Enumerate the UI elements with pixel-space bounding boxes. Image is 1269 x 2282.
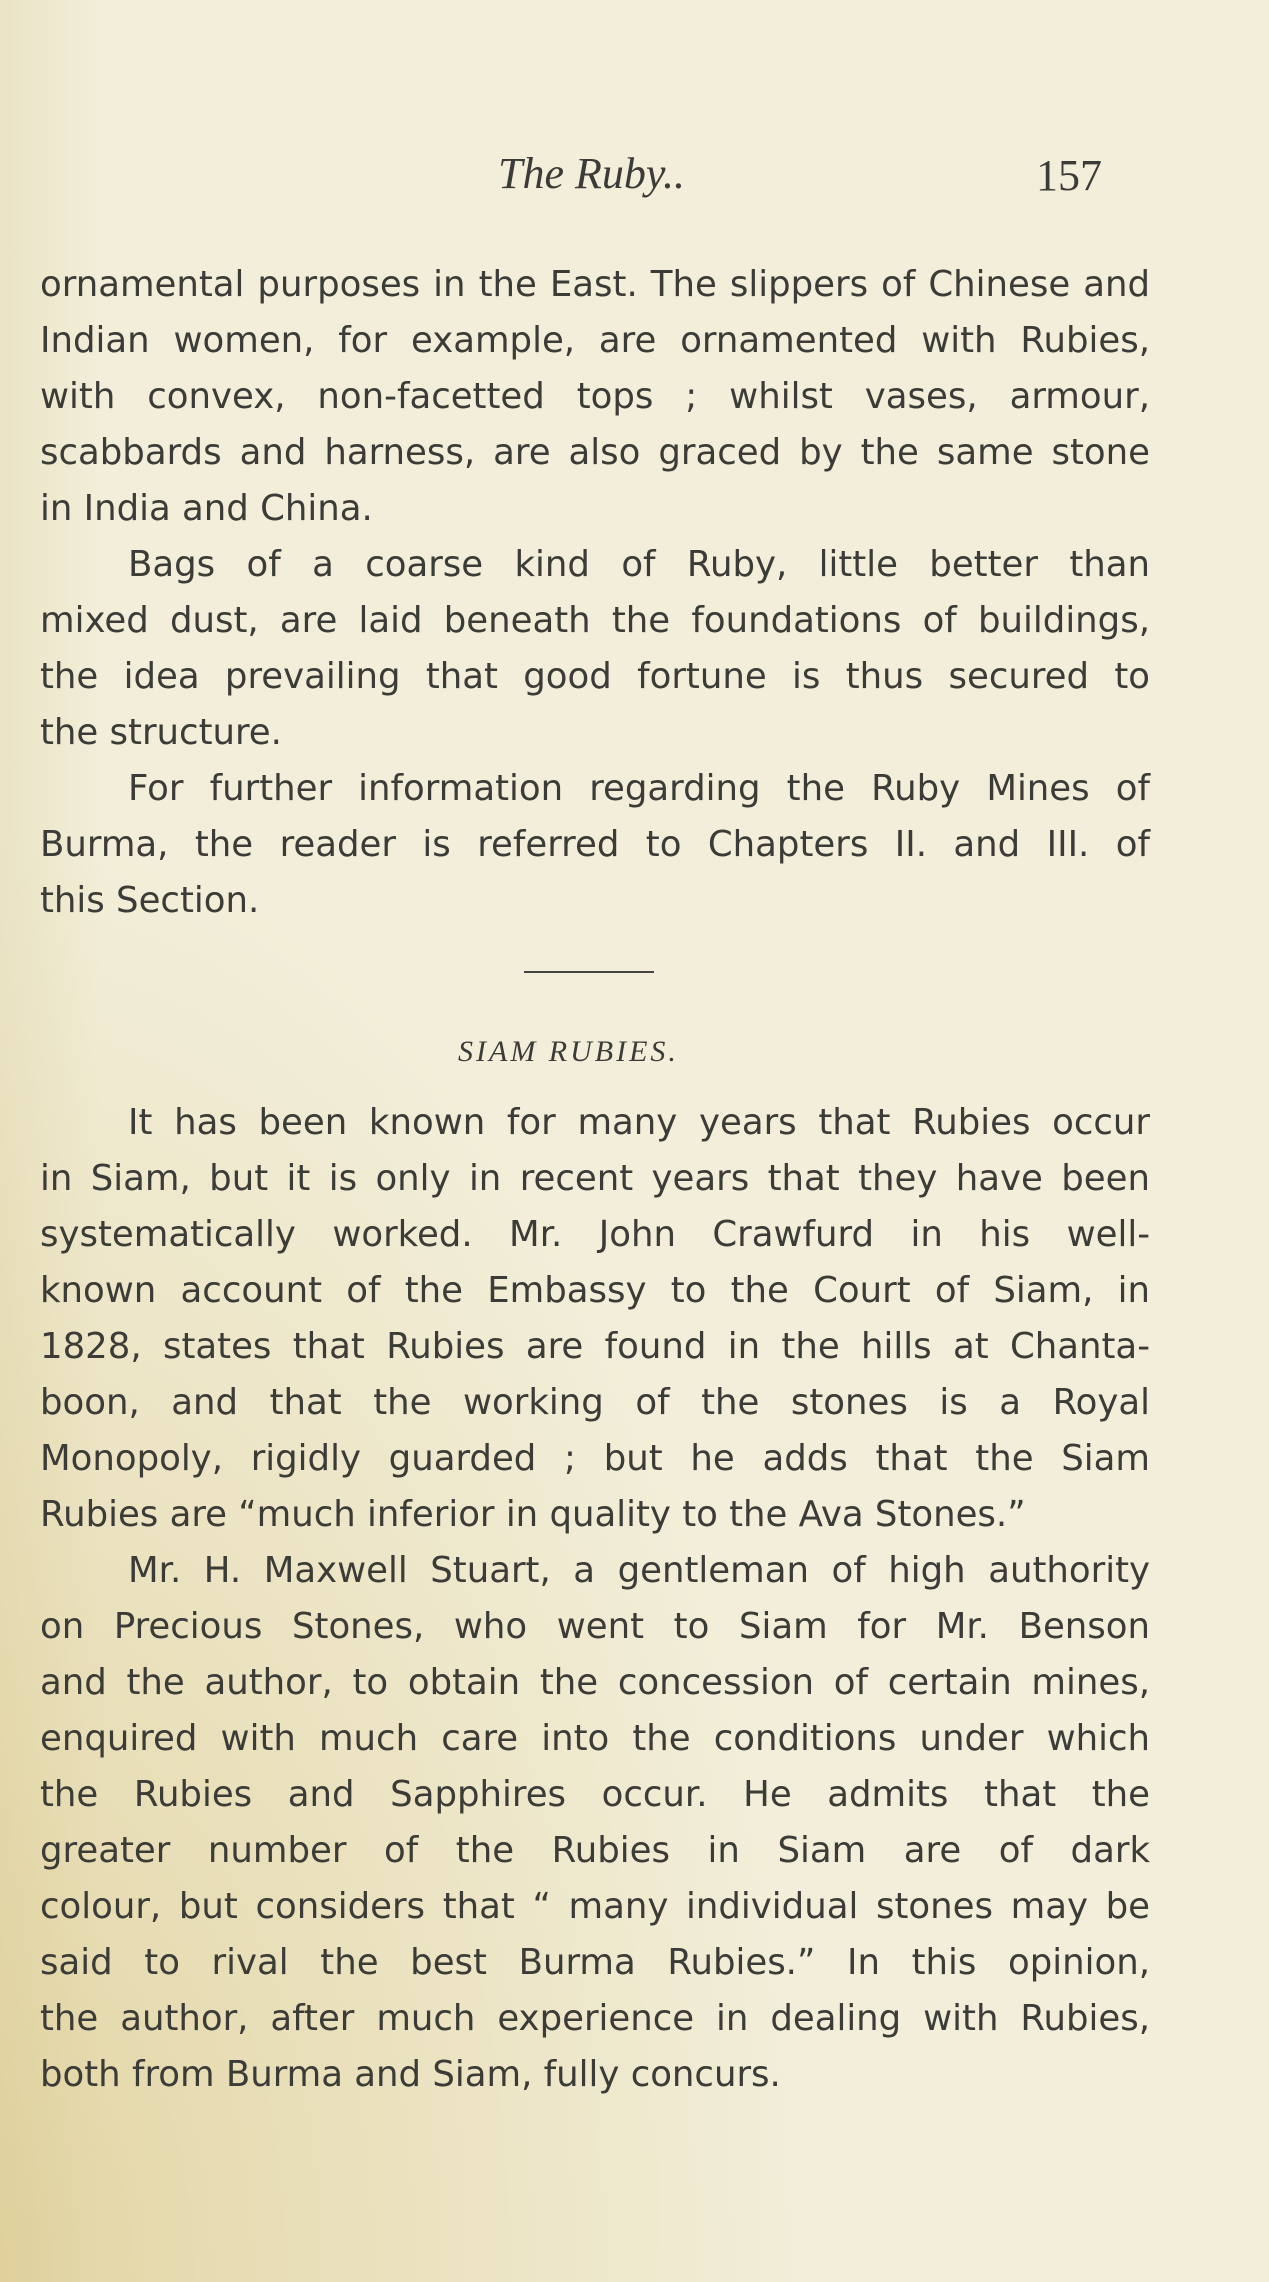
text-line: in Siam, but it is only in recent years that they have been [40, 1158, 1150, 1199]
text-line: systematically worked. Mr. John Crawfurd in his well- [40, 1214, 1150, 1255]
text-line: It has been known for many years that Rubies occur [128, 1102, 1150, 1143]
text-line: scabbards and harness, are also graced by the same stone [40, 432, 1150, 473]
text-line: Burma, the reader is referred to Chapters II. and III. of [40, 824, 1150, 865]
text-line: Mr. H. Maxwell Stuart, a gentleman of high authority [128, 1550, 1150, 1591]
text-line: known account of the Embassy to the Court of Siam, in [40, 1270, 1150, 1311]
page-number: 157 [1036, 151, 1102, 200]
text-line: boon, and that the working of the stones is a Royal [40, 1382, 1150, 1423]
text-line: Monopoly, rigidly guarded ; but he adds that the Siam [40, 1438, 1150, 1479]
text-line: in India and China. [40, 488, 373, 529]
text-line: on Precious Stones, who went to Siam for Mr. Benson [40, 1606, 1150, 1647]
text-line: enquired with much care into the conditions under which [40, 1718, 1150, 1759]
text-line: greater number of the Rubies in Siam are of dark [40, 1830, 1150, 1871]
text-block-top [40, 257, 1150, 929]
text-line: the idea prevailing that good fortune is thus secured to [40, 656, 1150, 697]
text-line: Indian women, for example, are ornamented with Rubies, [40, 320, 1150, 361]
text-line: Bags of a coarse kind of Ruby, little better than [128, 544, 1150, 585]
running-head-title: The Ruby.. [498, 149, 685, 198]
section-title: SIAM RUBIES. [458, 1035, 679, 1068]
section-divider [524, 971, 654, 973]
text-line: Rubies are “much inferior in quality to the Ava Stones.” [40, 1494, 1026, 1535]
text-line: said to rival the best Burma Rubies.” In this opinion, [40, 1942, 1150, 1983]
text-line: with convex, non-facetted tops ; whilst vases, armour, [40, 376, 1150, 417]
text-line: mixed dust, are laid beneath the foundations of buildings, [40, 600, 1150, 641]
text-line: this Section. [40, 880, 260, 921]
text-line: colour, but considers that “ many individual stones may be [40, 1886, 1150, 1927]
text-line: both from Burma and Siam, fully concurs. [40, 2054, 781, 2095]
text-line: ornamental purposes in the East. The slippers of Chinese and [40, 264, 1150, 305]
text-line: 1828, states that Rubies are found in the hills at Chanta- [40, 1326, 1150, 1367]
text-block-bottom [40, 1095, 1150, 2103]
text-line: and the author, to obtain the concession of certain mines, [40, 1662, 1150, 1703]
text-line: the Rubies and Sapphires occur. He admits that the [40, 1774, 1150, 1815]
text-line: For further information regarding the Ruby Mines of [128, 768, 1150, 809]
text-line: the author, after much experience in dealing with Rubies, [40, 1998, 1150, 2039]
text-line: the structure. [40, 712, 282, 753]
